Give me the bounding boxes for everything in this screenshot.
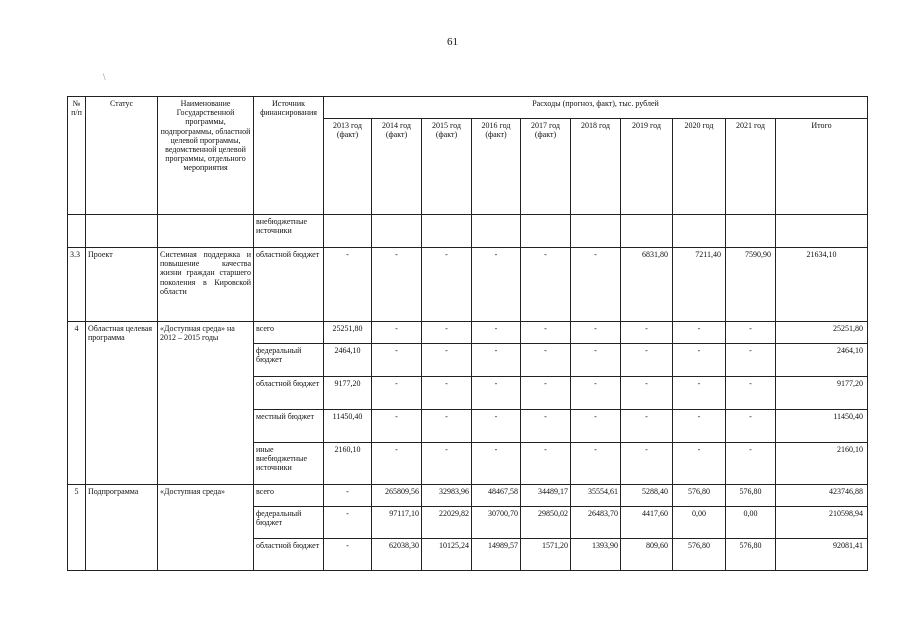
value-cell: -	[472, 443, 521, 485]
value-cell: -	[324, 485, 372, 507]
value-cell: -	[521, 443, 571, 485]
value-cell: -	[472, 248, 521, 322]
value-cell: -	[571, 377, 621, 410]
value-cell: 0,00	[673, 507, 726, 539]
value-cell: -	[726, 377, 776, 410]
value-cell: 30700,70	[472, 507, 521, 539]
header-total: Итого	[776, 119, 868, 215]
row-status: Областная целевая программа	[86, 322, 158, 485]
value-cell: 2464,10	[324, 344, 372, 377]
value-cell: 11450,40	[324, 410, 372, 443]
total-cell: 11450,40	[776, 410, 868, 443]
value-cell: -	[726, 322, 776, 344]
value-cell: -	[372, 322, 422, 344]
value-cell: -	[472, 377, 521, 410]
total-cell: 21634,10	[776, 248, 868, 322]
value-cell: -	[372, 377, 422, 410]
value-cell: 4417,60	[621, 507, 673, 539]
value-cell: 25251,80	[324, 322, 372, 344]
value-cell: 1393,90	[571, 539, 621, 571]
row-name: Системная поддержка и повышение качества жизни граждан старшего поколения в Кировской области	[158, 248, 254, 322]
value-cell: 265809,56	[372, 485, 422, 507]
value-cell: -	[726, 344, 776, 377]
value-cell: -	[673, 344, 726, 377]
total-cell: 2160,10	[776, 443, 868, 485]
header-year: 2018 год	[571, 119, 621, 215]
value-cell: -	[621, 443, 673, 485]
value-cell: 0,00	[726, 507, 776, 539]
total-cell: 423746,88	[776, 485, 868, 507]
table-row	[68, 248, 868, 322]
header-year: 2020 год	[673, 119, 726, 215]
value-cell: -	[521, 248, 571, 322]
value-cell: 1571,20	[521, 539, 571, 571]
value-cell: -	[673, 322, 726, 344]
total-cell: 2464,10	[776, 344, 868, 377]
value-cell: -	[571, 443, 621, 485]
value-cell: -	[324, 507, 372, 539]
value-cell: 9177,20	[324, 377, 372, 410]
value-cell: -	[422, 344, 472, 377]
row-num: 4	[68, 322, 86, 485]
value-cell: -	[571, 410, 621, 443]
value-cell: 7590,90	[726, 248, 776, 322]
value-cell: 22029,82	[422, 507, 472, 539]
value-cell	[621, 215, 673, 248]
value-cell: 576,80	[726, 539, 776, 571]
header-row	[68, 97, 868, 119]
row-name	[158, 215, 254, 248]
value-cell	[673, 215, 726, 248]
value-cell: -	[324, 539, 372, 571]
total-cell: 9177,20	[776, 377, 868, 410]
value-cell: 7211,40	[673, 248, 726, 322]
stray-mark: \	[103, 72, 106, 82]
row-source: внебюджетные источники	[254, 215, 324, 248]
header-year: 2014 год (факт)	[372, 119, 422, 215]
value-cell: -	[571, 248, 621, 322]
row-status: Проект	[86, 248, 158, 322]
row-source: областной бюджет	[254, 377, 324, 410]
value-cell: -	[472, 344, 521, 377]
row-source: областной бюджет	[254, 248, 324, 322]
header-year: 2019 год	[621, 119, 673, 215]
header-expenses: Расходы (прогноз, факт), тыс. рублей	[324, 97, 868, 119]
budget-table	[67, 96, 868, 571]
value-cell	[422, 215, 472, 248]
value-cell: 576,80	[673, 539, 726, 571]
value-cell: 14989,57	[472, 539, 521, 571]
row-num: 5	[68, 485, 86, 571]
row-status	[86, 215, 158, 248]
header-num: № п/п	[68, 97, 86, 215]
value-cell: -	[422, 322, 472, 344]
value-cell: -	[324, 248, 372, 322]
header-source: Источник финансирования	[254, 97, 324, 215]
total-cell: 210598,94	[776, 507, 868, 539]
value-cell: -	[726, 410, 776, 443]
value-cell: 26483,70	[571, 507, 621, 539]
table-row	[68, 485, 868, 507]
value-cell: -	[521, 344, 571, 377]
header-status: Статус	[86, 97, 158, 215]
table-row	[68, 322, 868, 344]
value-cell: -	[422, 443, 472, 485]
value-cell: -	[372, 248, 422, 322]
row-status: Подпрограмма	[86, 485, 158, 571]
value-cell: -	[673, 443, 726, 485]
value-cell	[372, 215, 422, 248]
row-source: областной бюджет	[254, 539, 324, 571]
row-source: всего	[254, 322, 324, 344]
value-cell: 34489,17	[521, 485, 571, 507]
total-cell	[776, 215, 868, 248]
value-cell: 35554,61	[571, 485, 621, 507]
value-cell	[726, 215, 776, 248]
value-cell: -	[372, 410, 422, 443]
value-cell: -	[372, 344, 422, 377]
value-cell: -	[621, 322, 673, 344]
row-source: федеральный бюджет	[254, 344, 324, 377]
header-year: 2015 год (факт)	[422, 119, 472, 215]
value-cell: 29850,02	[521, 507, 571, 539]
value-cell: -	[422, 410, 472, 443]
total-cell: 92081,41	[776, 539, 868, 571]
value-cell: 6831,80	[621, 248, 673, 322]
value-cell: -	[726, 443, 776, 485]
value-cell: -	[521, 410, 571, 443]
header-year: 2021 год	[726, 119, 776, 215]
value-cell	[521, 215, 571, 248]
header-year: 2013 год (факт)	[324, 119, 372, 215]
value-cell: 809,60	[621, 539, 673, 571]
row-name: «Доступная среда» на 2012 – 2015 годы	[158, 322, 254, 485]
value-cell: 62038,30	[372, 539, 422, 571]
value-cell: -	[521, 377, 571, 410]
header-year: 2016 год (факт)	[472, 119, 521, 215]
value-cell: 2160,10	[324, 443, 372, 485]
value-cell: -	[621, 410, 673, 443]
value-cell: 10125,24	[422, 539, 472, 571]
value-cell: -	[422, 248, 472, 322]
value-cell	[571, 215, 621, 248]
value-cell: -	[521, 322, 571, 344]
value-cell: 48467,58	[472, 485, 521, 507]
row-num	[68, 215, 86, 248]
value-cell: -	[673, 410, 726, 443]
value-cell: -	[472, 322, 521, 344]
value-cell: -	[621, 377, 673, 410]
header-name: Наименование Государственной программы, подпрограммы, областной целевой программы, ведомственной целевой программы, отдельного мероприятия	[158, 97, 254, 215]
value-cell: 5288,40	[621, 485, 673, 507]
value-cell: 576,80	[726, 485, 776, 507]
value-cell	[472, 215, 521, 248]
table-row	[68, 215, 868, 248]
value-cell: 576,80	[673, 485, 726, 507]
value-cell	[324, 215, 372, 248]
header-year: 2017 год (факт)	[521, 119, 571, 215]
value-cell: -	[422, 377, 472, 410]
total-cell: 25251,80	[776, 322, 868, 344]
page-number: 61	[447, 36, 458, 48]
row-source: иные внебюджетные источники	[254, 443, 324, 485]
row-source: местный бюджет	[254, 410, 324, 443]
value-cell: -	[472, 410, 521, 443]
row-source: всего	[254, 485, 324, 507]
value-cell: 32983,96	[422, 485, 472, 507]
row-source: федеральный бюджет	[254, 507, 324, 539]
row-num: 3.3	[68, 248, 86, 322]
value-cell: -	[571, 322, 621, 344]
row-name: «Доступная среда»	[158, 485, 254, 571]
value-cell: -	[372, 443, 422, 485]
value-cell: -	[673, 377, 726, 410]
value-cell: 97117,10	[372, 507, 422, 539]
value-cell: -	[621, 344, 673, 377]
value-cell: -	[571, 344, 621, 377]
